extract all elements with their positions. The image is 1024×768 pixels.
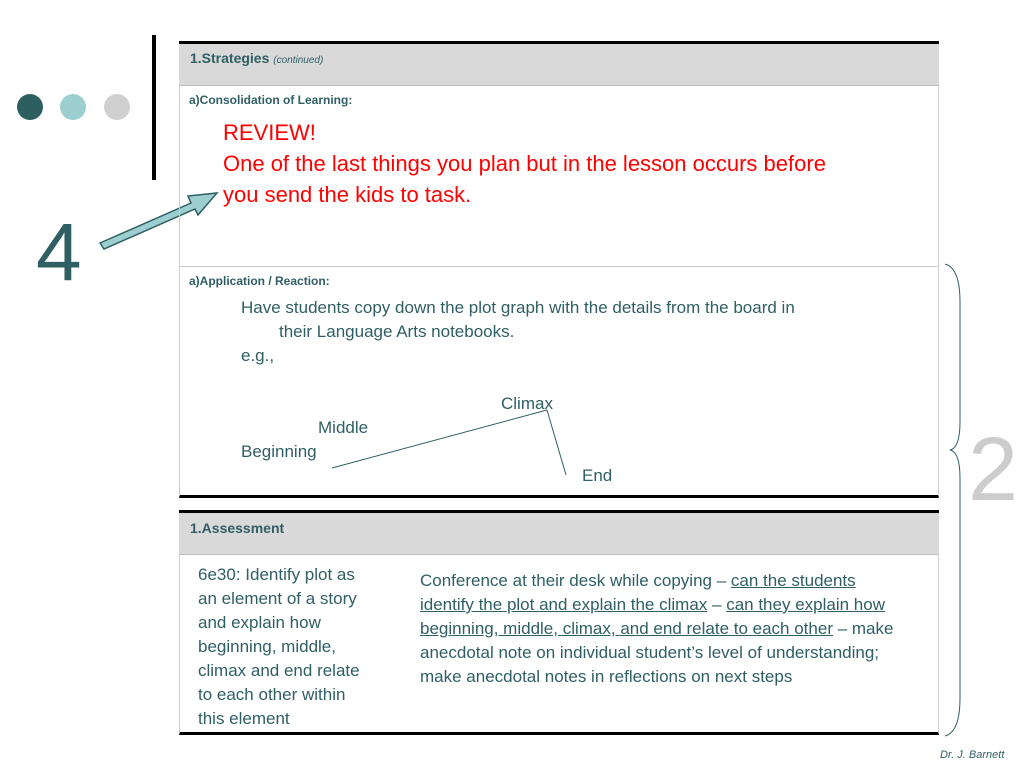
footer-author: Dr. J. Barnett	[940, 749, 1005, 761]
assessment-title: 1.Assessment	[190, 520, 285, 536]
plot-label-climax: Climax	[501, 394, 553, 413]
right-brace	[940, 262, 970, 738]
decorative-dot-dark	[17, 94, 43, 120]
outcome-line: to each other within	[198, 685, 346, 704]
strategies-continued: (continued)	[273, 55, 324, 66]
vertical-rule	[152, 35, 156, 180]
assessment-text-3: – make anecdotal note on individual student’s level of understanding; make anecdotal notes in reflections on next steps	[420, 619, 894, 686]
assessment-text-1: Conference at their desk while copying –	[420, 571, 731, 590]
outcome-line: an element of a story	[198, 589, 357, 608]
assessment-outcome	[198, 563, 403, 731]
side-number: 2	[968, 420, 1019, 520]
decorative-dot-gray	[104, 94, 130, 120]
consolidation-label: a)Consolidation of Learning:	[189, 93, 353, 107]
review-line-1: One of the last things you plan but in the lesson occurs before	[223, 151, 826, 176]
outcome-line: this element	[198, 709, 290, 728]
assessment-strategy	[420, 569, 895, 689]
application-line-1: Have students copy down the plot graph with the details from the board in	[241, 298, 795, 317]
plot-label-beginning: Beginning	[241, 442, 317, 461]
plot-label-middle: Middle	[318, 418, 369, 437]
review-line-2: you send the kids to task.	[223, 182, 472, 207]
outcome-line: climax and end relate	[198, 661, 360, 680]
application-eg: e.g.,	[241, 346, 275, 365]
outcome-line: 6e30: Identify plot as	[198, 565, 355, 584]
assessment-header	[179, 510, 939, 555]
section-number: 4	[36, 207, 82, 298]
outcome-line: and explain how	[198, 613, 321, 632]
assessment-text-2: –	[707, 595, 727, 614]
plot-label-end: End	[582, 466, 613, 485]
review-heading: REVIEW!	[223, 120, 316, 145]
application-label: a)Application / Reaction:	[189, 274, 330, 288]
application-line-2: their Language Arts notebooks.	[279, 322, 515, 341]
plot-rising-line	[332, 410, 547, 468]
plot-falling-line	[547, 410, 566, 475]
assessment-underline-2: can they explain how beginning, middle, climax, and end relate to each other	[420, 595, 885, 638]
plot-lines	[320, 400, 580, 480]
strategies-title	[190, 50, 323, 66]
decorative-dot-light	[60, 94, 86, 120]
strategies-title-text: 1.Strategies	[190, 50, 270, 66]
assessment-underline-1: can the students identify the plot and explain the climax	[420, 571, 856, 614]
outcome-line: beginning, middle,	[198, 637, 336, 656]
review-text	[223, 117, 938, 210]
